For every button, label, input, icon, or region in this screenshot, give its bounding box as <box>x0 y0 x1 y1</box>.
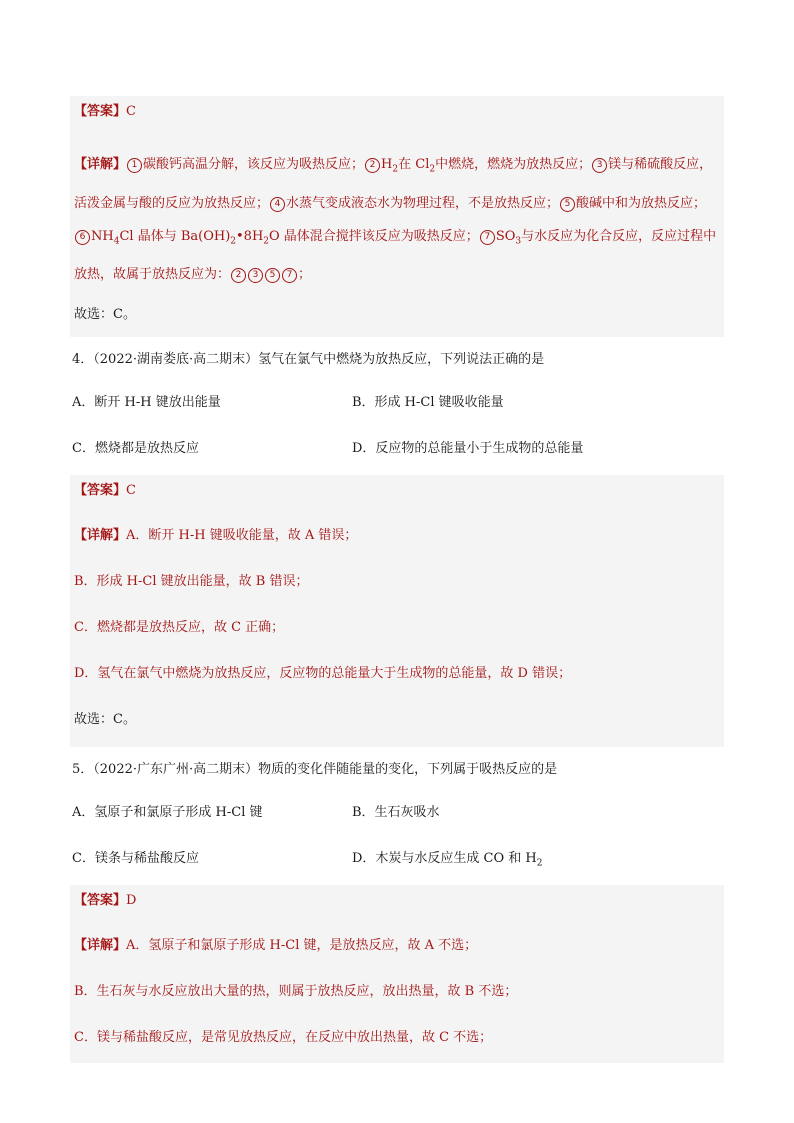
answer-tag: 【答案】 <box>74 104 127 119</box>
q5-options-row-1 <box>70 793 724 839</box>
answer-tag: 【答案】 <box>74 893 127 909</box>
detail-text: •8H <box>236 228 264 244</box>
detail-tag: 【详解】 <box>74 938 127 954</box>
document-page <box>70 96 724 1063</box>
q5-answer-block <box>70 885 724 1063</box>
detail-text: 中燃烧，燃烧为放热反应； <box>435 157 592 172</box>
q5-options-row-2 <box>70 839 724 885</box>
circled-number: 4 <box>270 197 285 212</box>
detail-text: Cl 晶体与 Ba(OH) <box>119 228 231 244</box>
subscript: 4 <box>113 236 120 247</box>
detail-text: 碳酸钙高温分解，该反应为吸热反应； <box>143 157 365 172</box>
q5-option-d <box>350 839 630 885</box>
detail-text: 在 Cl <box>398 157 430 172</box>
q3-answer-line <box>74 96 720 142</box>
q4-answer-block <box>70 475 724 747</box>
circled-number: 7 <box>480 230 495 245</box>
detail-text: NH <box>91 228 114 244</box>
detail-text: 水蒸气变成液态水为物理过程，不是放热反应； <box>286 195 560 211</box>
circled-number: 5 <box>560 197 575 212</box>
detail-text: 与水反应为化合反应，反应过程中放热，故属于放热反应为： <box>74 228 717 283</box>
subscript: 2 <box>230 236 236 247</box>
q4-option-a: A．断开 H-H 键放出能量 <box>72 395 221 411</box>
subscript: 2 <box>536 858 543 869</box>
circled-number: 2 <box>365 158 380 173</box>
q4-option-c: C．燃烧都是放热反应 <box>72 441 199 457</box>
q3-detail-paragraph <box>74 142 720 295</box>
subscript: 2 <box>392 164 399 175</box>
q4-detail-line: C．燃烧都是放热反应，故 C 正确； <box>74 620 285 636</box>
q5-option-c: C．镁条与稀盐酸反应 <box>72 851 199 867</box>
option-d-text: D．木炭与水反应生成 CO 和 H <box>352 851 537 867</box>
q3-conclusion: 故选：C。 <box>74 307 136 323</box>
answer-tag: 【答案】 <box>74 483 127 499</box>
q3-answer-block <box>70 96 724 337</box>
circled-number: 5 <box>265 268 280 283</box>
subscript: 2 <box>429 164 436 175</box>
q4-answer-line <box>74 475 720 519</box>
q5-stem: 5．（2022·广东广州·高二期末）物质的变化伴随能量的变化，下列属于吸热反应的是 <box>72 762 558 778</box>
detail-text: SO <box>495 228 516 244</box>
answer-value: D <box>126 893 137 909</box>
circled-number: 3 <box>592 158 607 173</box>
q5-detail-line: B．生石灰与水反应放出大量的热，则属于放热反应，放出热量，故 B 不选； <box>74 984 518 1000</box>
q5-answer-line <box>74 885 720 929</box>
circled-number: 6 <box>75 230 90 245</box>
q5-detail-line: C．镁与稀盐酸反应，是常见放热反应，在反应中放出热量，故 C 不选； <box>74 1030 493 1046</box>
detail-text: A．断开 H-H 键吸收能量，故 A 错误； <box>126 528 358 544</box>
detail-text: 镁与稀硫酸反应，活泼金属与酸的反应为放热反应； <box>74 157 713 211</box>
circled-number: 1 <box>127 158 142 173</box>
q4-option-d: D．反应物的总能量小于生成物的总能量 <box>352 441 584 457</box>
answer-value: C <box>126 483 136 499</box>
subscript: 2 <box>263 236 270 247</box>
detail-tag: 【详解】 <box>74 528 127 544</box>
q4-detail-line: D．氢气在氯气中燃烧为放热反应，反应物的总能量大于生成物的总能量，故 D 错误； <box>74 666 572 682</box>
detail-text: 酸碱中和为放热反应； <box>576 195 707 211</box>
q4-options-row-2 <box>70 429 724 475</box>
q5-option-b: B．生石灰吸水 <box>352 805 440 821</box>
detail-text: ； <box>298 267 312 283</box>
q4-option-b: B．形成 H-Cl 键吸收能量 <box>352 395 504 411</box>
circled-number: 3 <box>248 268 263 283</box>
detail-text: O 晶体混合搅拌该反应为吸热反应； <box>269 228 479 244</box>
detail-text: H <box>381 157 393 172</box>
q4-stem: 4．（2022·湖南娄底·高二期末）氢气在氯气中燃烧为放热反应，下列说法正确的是 <box>72 352 545 368</box>
q5-option-a: A．氢原子和氯原子形成 H-Cl 键 <box>72 805 263 821</box>
detail-tag: 【详解】 <box>74 157 127 172</box>
q4-conclusion: 故选：C。 <box>74 712 136 728</box>
q4-detail-line <box>74 519 720 565</box>
q5-detail-line <box>74 929 720 975</box>
circled-number: 7 <box>282 268 297 283</box>
subscript: 3 <box>515 236 522 247</box>
q4-detail-line: B．形成 H-Cl 键放出能量，故 B 错误； <box>74 574 309 590</box>
answer-value: C <box>126 104 136 119</box>
detail-text: A．氢原子和氯原子形成 H-Cl 键，是放热反应，故 A 不选； <box>126 938 478 954</box>
q4-options-row-1 <box>70 383 724 429</box>
circled-number: 2 <box>231 268 246 283</box>
